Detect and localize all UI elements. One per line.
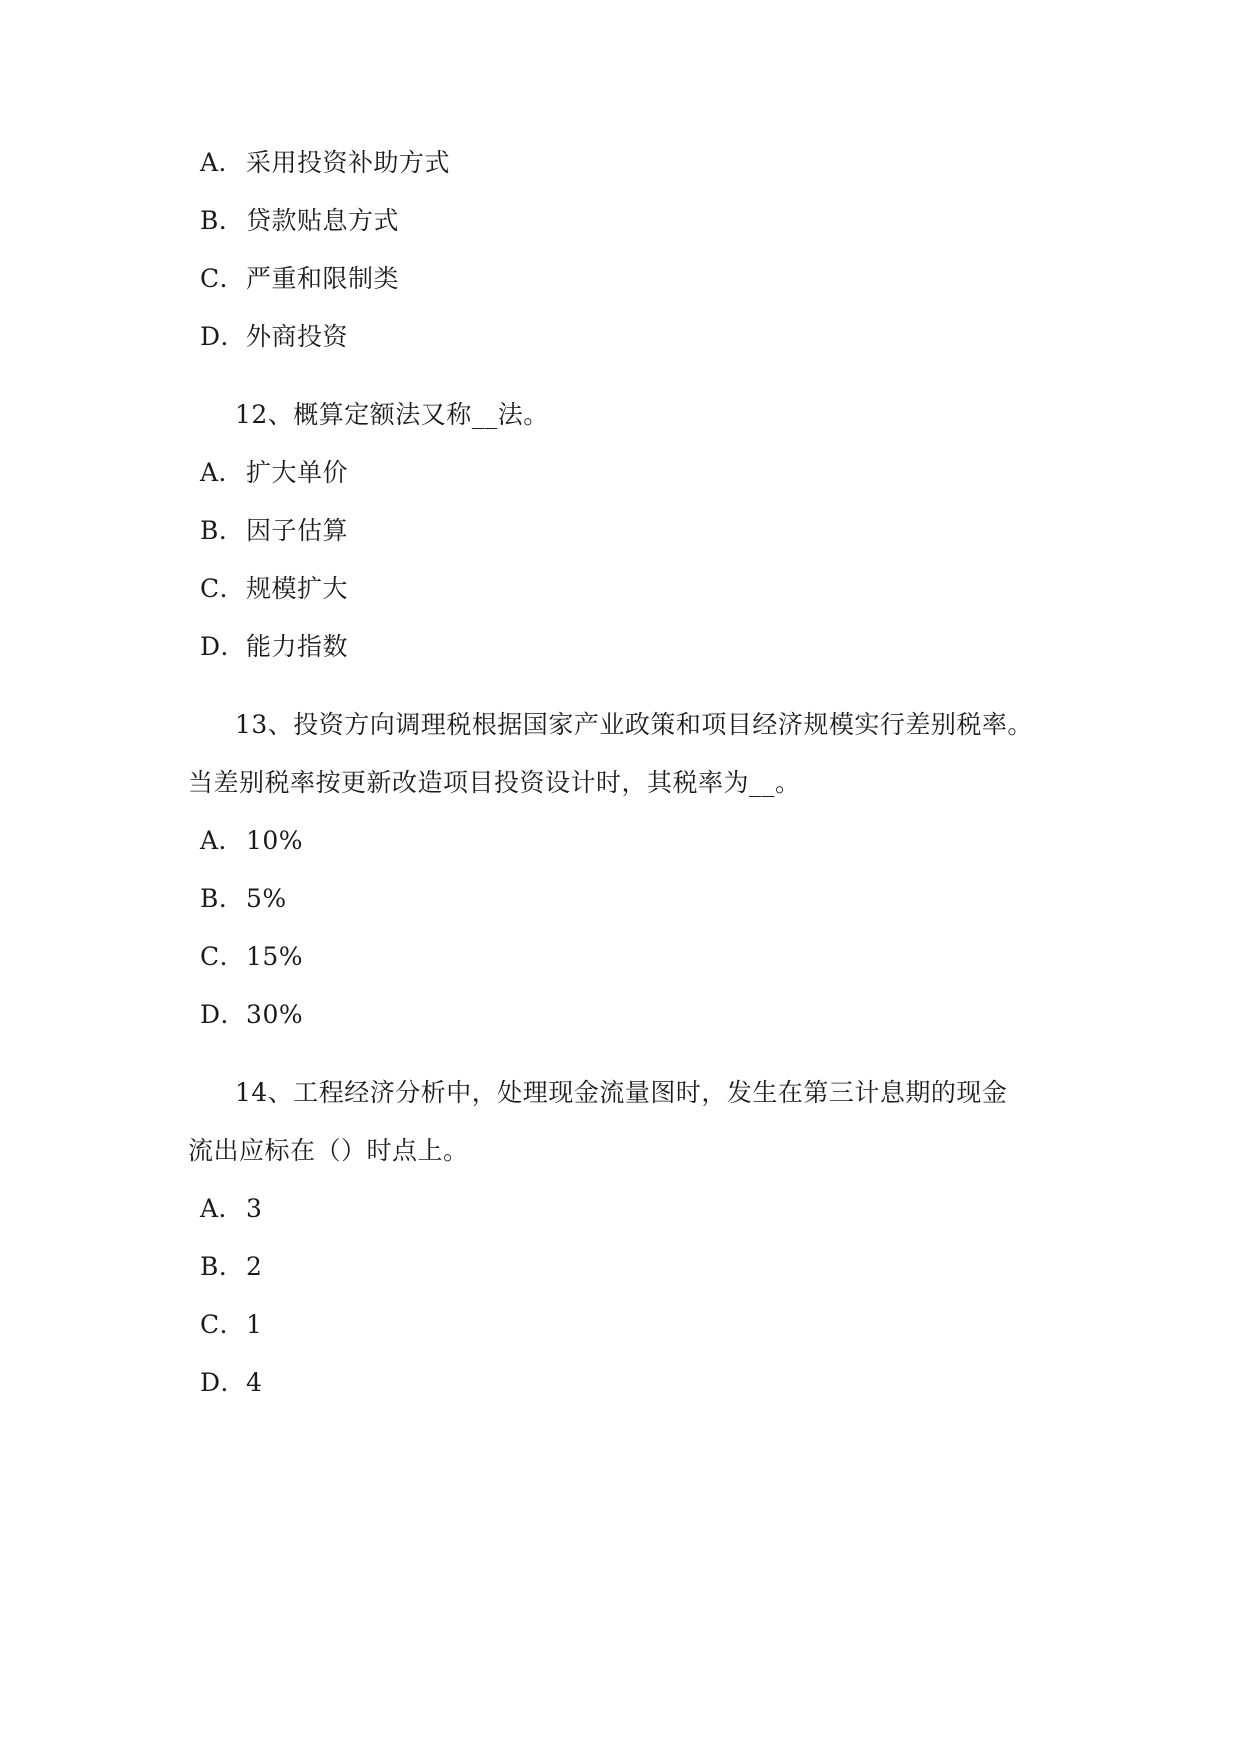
q14-option-a — [200, 1194, 262, 1224]
option-text: 4 — [246, 1368, 263, 1397]
option-text: 因子估算 — [246, 516, 349, 545]
q13-option-d — [200, 1000, 303, 1030]
q14-option-c — [200, 1310, 262, 1340]
option-text: 采用投资补助方式 — [246, 148, 451, 177]
q12-option-d — [200, 632, 348, 662]
q12-option-c — [200, 574, 348, 604]
q14-stem-line-2: 流出应标在（）时点上。 — [188, 1136, 469, 1165]
option-letter: B． — [200, 884, 245, 913]
q13-stem-line-2: 当差别税率按更新改造项目投资设计时，其税率为__。 — [188, 768, 801, 797]
q13-stem-line-1: 13、投资方向调理税根据国家产业政策和项目经济规模实行差别税率。 — [235, 710, 1033, 739]
q11-option-d — [200, 322, 348, 352]
option-text: 能力指数 — [246, 632, 349, 661]
option-letter: C． — [200, 1310, 246, 1339]
option-text: 15% — [246, 942, 304, 971]
option-letter: C． — [200, 574, 246, 603]
q12-option-b — [200, 516, 348, 546]
option-letter: A． — [200, 826, 245, 855]
option-text: 贷款贴息方式 — [246, 206, 400, 235]
option-text: 5% — [246, 884, 287, 913]
q11-option-b — [200, 206, 399, 236]
q13-option-b — [200, 884, 287, 914]
option-text: 严重和限制类 — [246, 264, 400, 293]
option-letter: D． — [200, 1368, 247, 1397]
q14-option-d — [200, 1368, 262, 1398]
option-text: 10% — [246, 826, 304, 855]
q13-option-a — [200, 826, 303, 856]
option-text: 2 — [246, 1252, 263, 1281]
option-letter: B． — [200, 516, 245, 545]
option-letter: A． — [200, 1194, 245, 1223]
option-letter: A． — [200, 458, 245, 487]
q12-option-a — [200, 458, 348, 488]
option-letter: C． — [200, 942, 246, 971]
option-text: 外商投资 — [246, 322, 349, 351]
option-text: 30% — [246, 1000, 304, 1029]
q14-stem-line-1: 14、工程经济分析中，处理现金流量图时，发生在第三计息期的现金 — [235, 1078, 1008, 1107]
option-text: 规模扩大 — [246, 574, 349, 603]
option-letter: D． — [200, 1000, 247, 1029]
option-text: 3 — [246, 1194, 263, 1223]
q13-option-c — [200, 942, 303, 972]
option-letter: D． — [200, 322, 247, 351]
q14-option-b — [200, 1252, 262, 1282]
option-text: 扩大单价 — [246, 458, 349, 487]
option-letter: D． — [200, 632, 247, 661]
option-letter: A． — [200, 148, 245, 177]
q11-option-c — [200, 264, 399, 294]
option-letter: C． — [200, 264, 246, 293]
q11-option-a — [200, 148, 450, 178]
q12-stem: 12、概算定额法又称__法。 — [235, 400, 549, 429]
option-letter: B． — [200, 206, 245, 235]
option-letter: B． — [200, 1252, 245, 1281]
option-text: 1 — [246, 1310, 263, 1339]
